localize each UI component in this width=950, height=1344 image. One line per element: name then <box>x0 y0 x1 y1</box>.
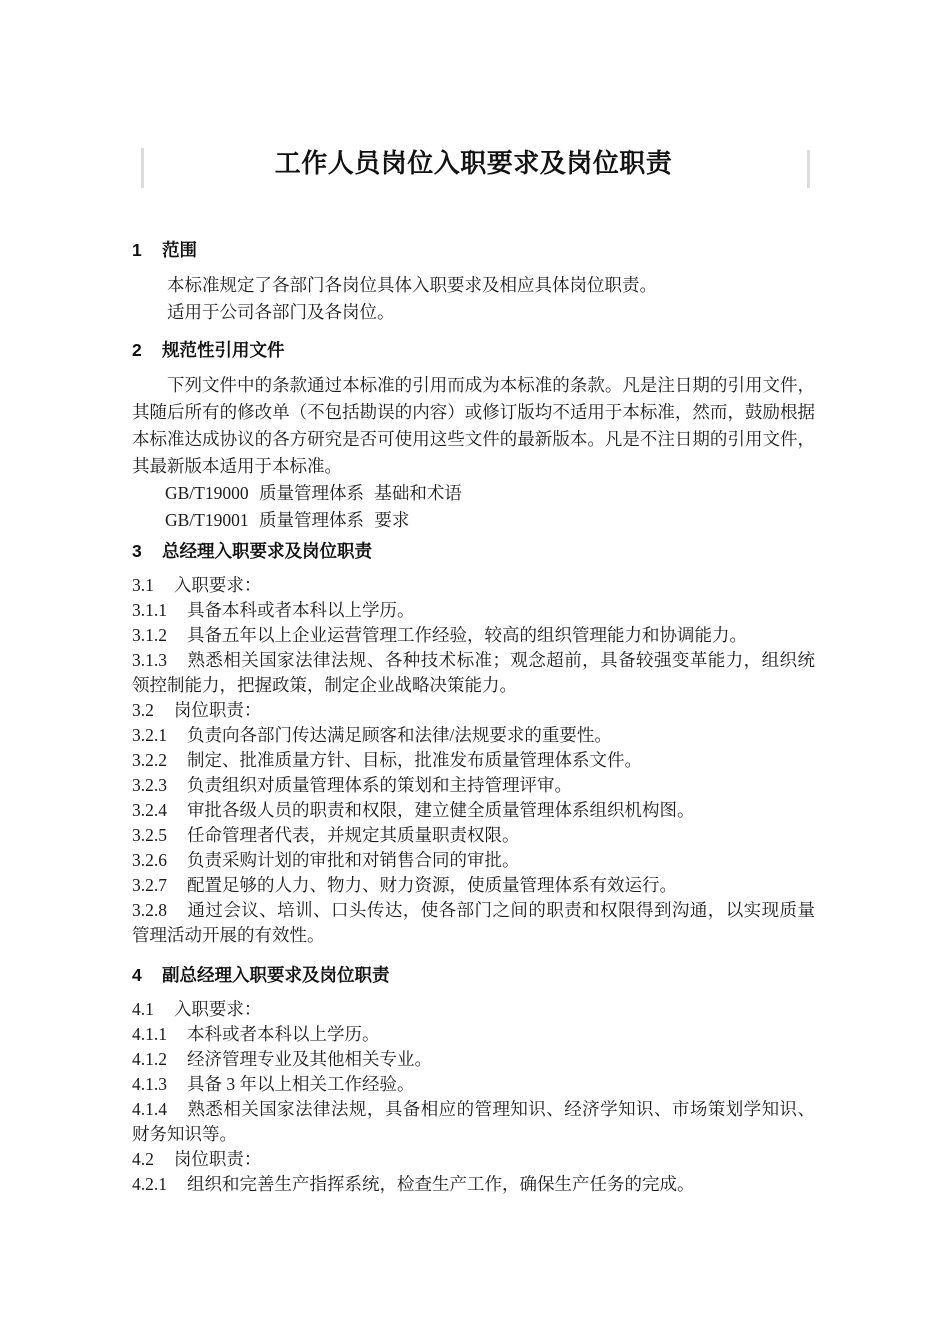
clause <box>132 798 815 823</box>
section-title: 副总经理入职要求及岗位职责 <box>162 965 390 985</box>
clause-number: 4.2.1 <box>132 1174 167 1194</box>
clause <box>132 623 815 648</box>
clause-number: 3.2.4 <box>132 800 167 820</box>
clause-number: 4.1.4 <box>132 1099 167 1119</box>
clause <box>132 898 815 948</box>
clause-text: 具备本科或者本科以上学历。 <box>187 600 415 620</box>
clause-number: 3.2 <box>132 700 154 720</box>
clause <box>132 1147 815 1172</box>
clause-text: 具备 3 年以上相关工作经验。 <box>187 1074 415 1094</box>
paragraph: 适用于公司各部门及各岗位。 <box>167 302 395 322</box>
clause-text: 通过会议、培训、口头传达，使各部门之间的职责和权限得到沟通，以实现质量管理活动开展的有效性。 <box>132 900 815 945</box>
clause <box>132 1022 815 1047</box>
clause-number: 4.1.3 <box>132 1074 167 1094</box>
clause-text: 负责向各部门传达满足顾客和法律/法规要求的重要性。 <box>187 725 612 745</box>
document-title: 工作人员岗位入职要求及岗位职责 <box>274 148 673 178</box>
clause <box>132 823 815 848</box>
clause-text: 经济管理专业及其他相关专业。 <box>187 1049 432 1069</box>
section-normative-references <box>132 337 815 534</box>
clause <box>132 1172 815 1197</box>
clause-number: 4.2 <box>132 1149 154 1169</box>
clause <box>132 773 815 798</box>
clause <box>132 748 815 773</box>
clause <box>132 997 815 1022</box>
clause-number: 3.2.8 <box>132 900 167 920</box>
section-heading <box>132 337 815 364</box>
clause-number: 3.2.1 <box>132 725 167 745</box>
clause-number: 3.2.6 <box>132 850 167 870</box>
section-heading <box>132 538 815 565</box>
clause-text: 负责组织对质量管理体系的策划和主持管理评审。 <box>187 775 572 795</box>
clause-text: 熟悉相关国家法律法规、各种技术标准；观念超前，具备较强变革能力，组织统领控制能力，把握政策，制定企业战略决策能力。 <box>132 650 815 695</box>
clause-number: 3.2.7 <box>132 875 167 895</box>
clause-number: 4.1 <box>132 999 154 1019</box>
clause-number: 3.2.2 <box>132 750 167 770</box>
reference-item: GB/T19001 质量管理体系 要求 <box>165 510 410 530</box>
section-heading <box>132 962 815 989</box>
section-number: 3 <box>132 541 142 561</box>
clause-number: 3.1 <box>132 575 154 595</box>
clause <box>132 598 815 623</box>
clause <box>132 873 815 898</box>
section-number: 2 <box>132 340 142 360</box>
clause-text: 岗位职责： <box>173 700 262 720</box>
clause-text: 审批各级人员的职责和权限，建立健全质量管理体系组织机构图。 <box>187 800 695 820</box>
clause-number: 4.1.1 <box>132 1024 167 1044</box>
clause <box>132 648 815 698</box>
section-general-manager <box>132 538 815 948</box>
clause-number: 3.2.5 <box>132 825 167 845</box>
clause-text: 制定、批准质量方针、目标，批准发布质量管理体系文件。 <box>187 750 642 770</box>
document-content <box>132 0 815 1197</box>
clause-number: 3.2.3 <box>132 775 167 795</box>
clause-text: 任命管理者代表，并规定其质量职责权限。 <box>187 825 520 845</box>
section-number: 1 <box>132 240 142 260</box>
clause-number: 3.1.3 <box>132 650 167 670</box>
clause-text: 入职要求： <box>173 575 262 595</box>
clause <box>132 723 815 748</box>
clause-text: 熟悉相关国家法律法规，具备相应的管理知识、经济学知识、市场策划学知识、财务知识等。 <box>132 1099 815 1144</box>
section-title: 规范性引用文件 <box>162 340 285 360</box>
clause-number: 3.1.2 <box>132 625 167 645</box>
reference-item: GB/T19000 质量管理体系 基础和术语 <box>165 483 462 503</box>
section-title: 总经理入职要求及岗位职责 <box>162 541 372 561</box>
section-number: 4 <box>132 965 142 985</box>
clause-text: 组织和完善生产指挥系统，检查生产工作，确保生产任务的完成。 <box>187 1174 695 1194</box>
paragraph: 下列文件中的条款通过本标准的引用而成为本标准的条款。凡是注日期的引用文件，其随后所有的修改单（不包括勘误的内容）或修订版均不适用于本标准，然而，鼓励根据本标准达成协议的各方研究是否可使用这些文件的最新版本。凡是不注日期的引用文件，其最新版本适用于本标准。 <box>132 375 815 476</box>
clause <box>132 573 815 598</box>
paragraph: 本标准规定了各部门各岗位具体入职要求及相应具体岗位职责。 <box>167 275 657 295</box>
section-deputy-general-manager <box>132 962 815 1197</box>
clause-text: 负责采购计划的审批和对销售合同的审批。 <box>187 850 520 870</box>
section-title: 范围 <box>162 240 197 260</box>
clause-text: 本科或者本科以上学历。 <box>187 1024 380 1044</box>
clause <box>132 1072 815 1097</box>
clause-number: 3.1.1 <box>132 600 167 620</box>
section-scope <box>132 237 815 326</box>
clause-text: 岗位职责： <box>173 1149 262 1169</box>
clause-text: 入职要求： <box>173 999 262 1019</box>
clause-text: 配置足够的人力、物力、财力资源，使质量管理体系有效运行。 <box>187 875 677 895</box>
clause <box>132 848 815 873</box>
clause-text: 具备五年以上企业运营管理工作经验，较高的组织管理能力和协调能力。 <box>187 625 747 645</box>
section-heading <box>132 237 815 264</box>
clause-number: 4.1.2 <box>132 1049 167 1069</box>
clause <box>132 698 815 723</box>
clause <box>132 1047 815 1072</box>
clause <box>132 1097 815 1147</box>
